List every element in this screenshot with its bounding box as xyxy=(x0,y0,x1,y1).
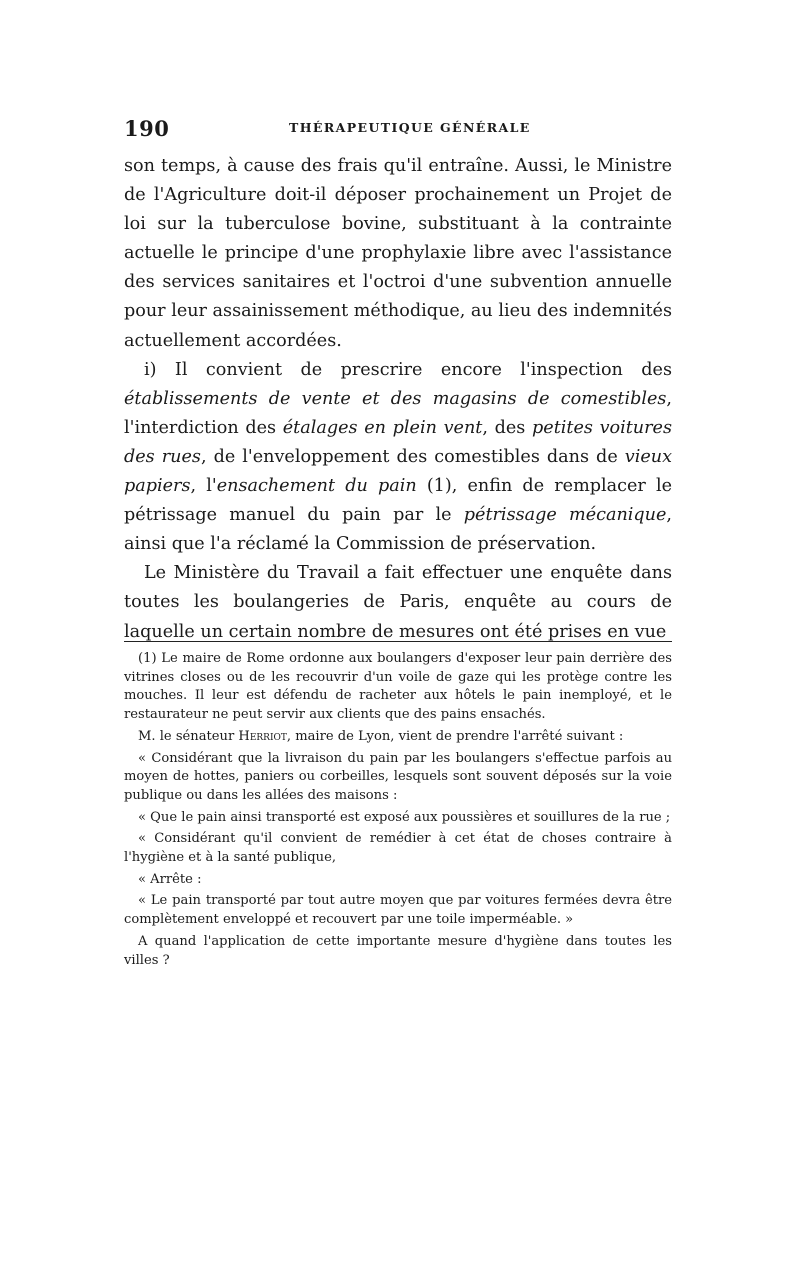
decree-that: « Que le pain ainsi transporté est exposé aux poussières et souillures de la rue ; xyxy=(138,809,671,825)
page-number: 190 xyxy=(124,116,170,141)
decree-orders: « Arrête : xyxy=(138,871,202,887)
paragraph-2-text: , l'interdiction des xyxy=(124,388,672,438)
paragraph-2-text: i) Il convient de prescrire encore l'inspection des xyxy=(144,359,672,380)
decree-considering-1: « Considérant que la livraison du pain par les boulangers s'effectue parfois au moyen de hottes, paniers ou corbeilles, lesquels sont souvent déposés sur la voie publique ou dans les allées des maisons : xyxy=(124,750,672,803)
senator-name: Herriot xyxy=(238,728,287,744)
page-header xyxy=(124,116,672,144)
footnote-text: M. le sénateur xyxy=(138,728,239,744)
italic-establishments: établissements de vente et des magasins de comestibles xyxy=(124,388,667,409)
paragraph-3: Le Ministère du Travail a fait effectuer une enquête dans toutes les boulangeries de Paris, enquête au cours de laquelle un certain nombre de mesures ont été prises en vue xyxy=(124,563,672,642)
main-text xyxy=(124,152,672,647)
paragraph-1: son temps, à cause des frais qu'il entraîne. Aussi, le Ministre de l'Agriculture doit-il déposer prochainement un Projet de loi sur la tuberculose bovine, substituant à la contrainte actuelle le principe d'une prophylaxie libre avec l'assistance des services sanitaires et l'octroi d'une subvention annuelle pour leur assainissement méthodique, au lieu des indemnités actuellement accordées. xyxy=(124,156,672,351)
footnote-divider xyxy=(124,641,672,642)
italic-papers: vieux papiers xyxy=(124,446,672,497)
paragraph-2-text: (1), enfin de remplacer le pétrissage manuel du pain par le xyxy=(124,476,673,526)
paragraph-2-text: , des xyxy=(482,417,533,438)
footnote-text: , maire de Lyon, vient de prendre l'arrêté suivant : xyxy=(286,728,624,744)
italic-bagging: ensachement du pain xyxy=(216,476,417,497)
paragraph-2-text: , de l'enveloppement des comestibles dans de xyxy=(200,446,625,467)
footnote-question: A quand l'application de cette importante mesure d'hygiène dans toutes les villes ? xyxy=(124,933,672,968)
footnote-1: (1) Le maire de Rome ordonne aux boulangers d'exposer leur pain derrière des vitrines closes ou de les recouvrir d'un voile de gaze qui les protège contre les mouches. Il leur est défendu de racheter aux hôtels le pain inemployé, et le restaurateur ne peut servir aux clients que des pains ensachés. xyxy=(124,651,672,723)
decree-article: « Le pain transporté par tout autre moyen que par voitures fermées devra être complètement enveloppé et recouvert par une toile imperméable. » xyxy=(124,893,672,928)
italic-stalls: étalages en plein vent xyxy=(282,417,483,438)
paragraph-2 xyxy=(124,356,672,560)
paragraph-2-text: , ainsi que l'a réclamé la Commission de préservation. xyxy=(124,505,673,555)
decree-considering-2: « Considérant qu'il convient de remédier à cet état de choses contraire à l'hygiène et à la santé publique, xyxy=(124,831,672,866)
running-title: THÉRAPEUTIQUE GÉNÉRALE xyxy=(289,120,531,135)
footnotes xyxy=(124,650,672,973)
footnote-senator xyxy=(124,728,672,747)
paragraph-2-text: , l' xyxy=(190,476,217,497)
italic-carts: petites voitures des rues xyxy=(124,417,672,467)
italic-kneading: pétrissage mécanique xyxy=(463,505,667,526)
